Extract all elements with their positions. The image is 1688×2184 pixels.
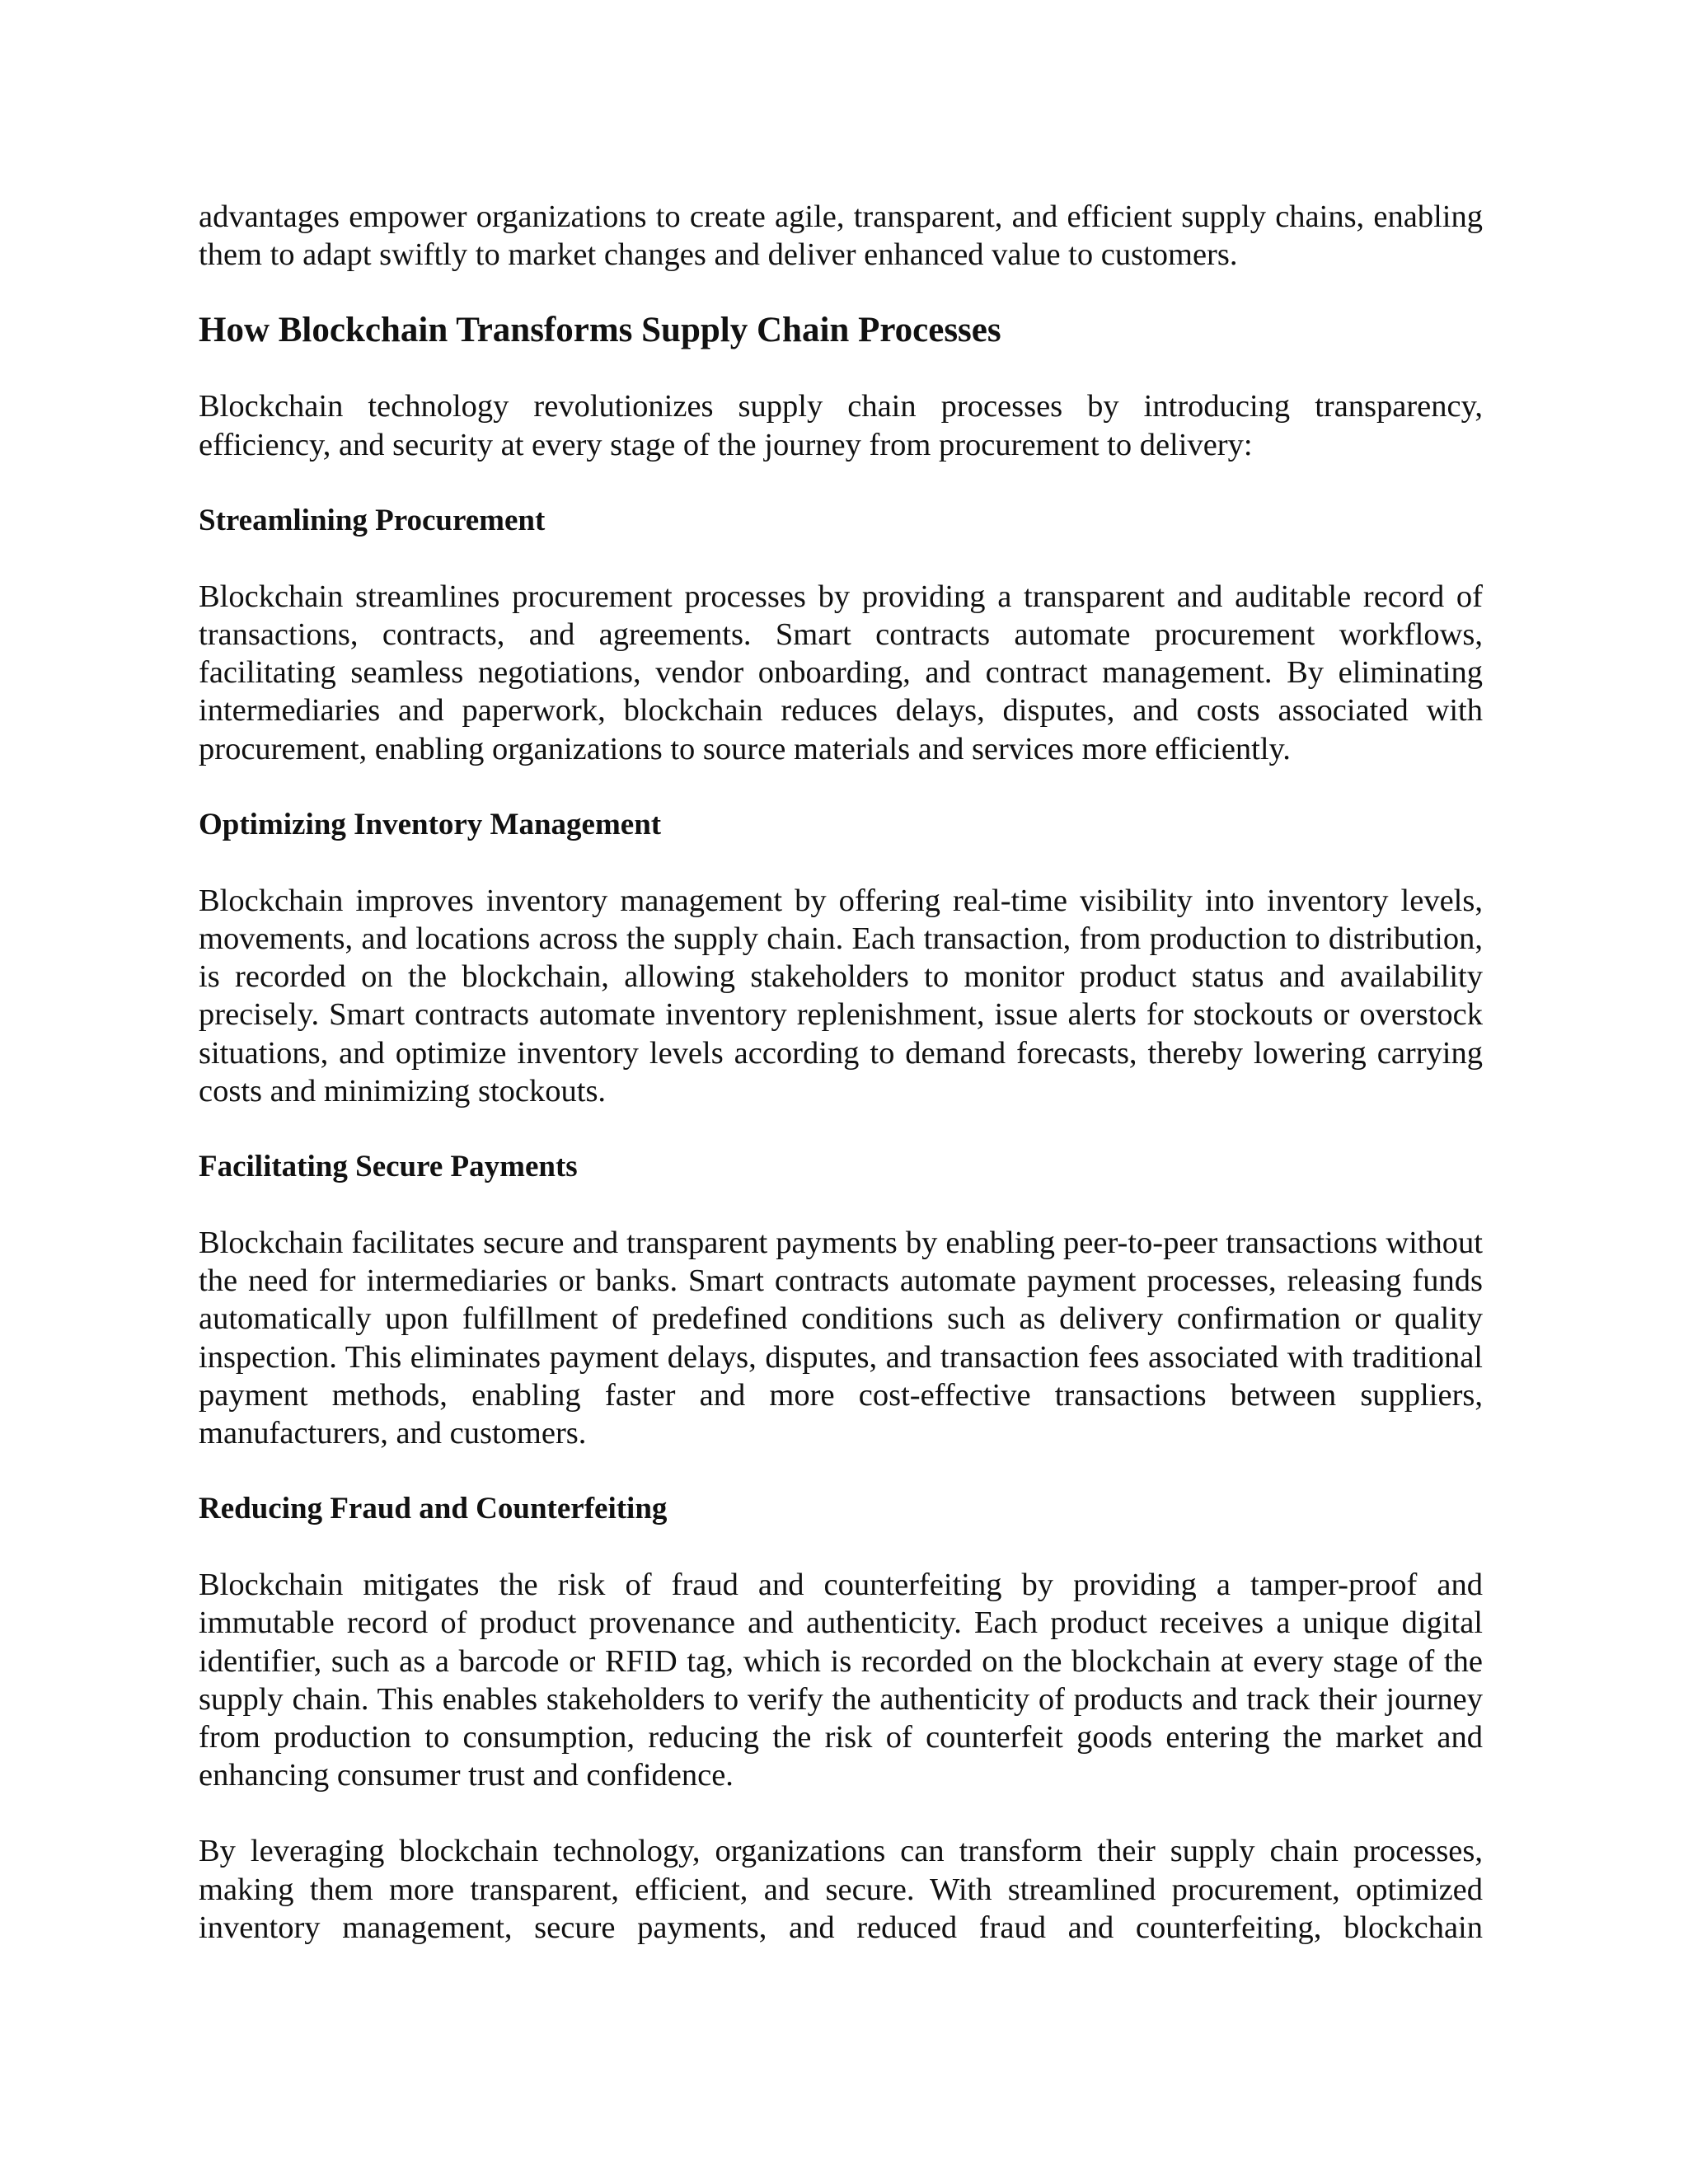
subsection-body-inventory: Blockchain improves inventory management by offering real-time visibility into inventory levels, movements, and locations across the supply chain. Each transaction, from production to distribution, is recorded on the blockchain, allowing stakeholders to monitor product status and availability precisely. Smart contracts automate inventory replenishment, issue alerts for stockouts or overstock situations, and optimize inventory levels according to demand forecasts, thereby lowering carrying costs and minimizing stockouts. (199, 883, 1483, 1108)
subsection-heading-inventory: Optimizing Inventory Management (199, 807, 662, 841)
subsection-body-payments: Blockchain facilitates secure and transparent payments by enabling peer-to-peer transactions without the need for intermediaries or banks. Smart contracts automate payment processes, releasing funds automatically upon fulfillment of predefined conditions such as delivery confirmation or quality inspection. This eliminates payment delays, disputes, and transaction fees associated with traditional payment methods, enabling faster and more cost-effective transactions between suppliers, manufacturers, and customers. (199, 1226, 1483, 1451)
subsection-heading-payments: Facilitating Secure Payments (199, 1150, 578, 1184)
closing-paragraph: By leveraging blockchain technology, organizations can transform their supply chain processes, making them more transparent, efficient, and secure. With streamlined procurement, optimized inventory management, secure payments, and reduced fraud and counterfeiting, blockchain (199, 1834, 1483, 1945)
subsection-heading-fraud: Reducing Fraud and Counterfeiting (199, 1492, 668, 1526)
subsection-body-fraud: Blockchain mitigates the risk of fraud and counterfeiting by providing a tamper-proof and immutable record of product provenance and authenticity. Each product receives a unique digital identifier, such as a barcode or RFID tag, which is recorded on the blockchain at every stage of the supply chain. This enables stakeholders to verify the authenticity of products and track their journey from production to consumption, reducing the risk of counterfeit goods entering the market and enhancing consumer trust and confidence. (199, 1568, 1483, 1793)
document-page (199, 198, 1483, 1947)
section-heading: How Blockchain Transforms Supply Chain Processes (199, 311, 1001, 350)
section-intro-paragraph: Blockchain technology revolutionizes supply chain processes by introducing transparency, efficiency, and security at every stage of the journey from procurement to delivery: (199, 389, 1483, 462)
subsection-body-procurement: Blockchain streamlines procurement processes by providing a transparent and auditable record of transactions, contracts, and agreements. Smart contracts automate procurement workflows, facilitating seamless negotiations, vendor onboarding, and contract management. By eliminating intermediaries and paperwork, blockchain reduces delays, disputes, and costs associated with procurement, enabling organizations to source materials and services more efficiently. (199, 579, 1483, 766)
subsection-heading-procurement: Streamlining Procurement (199, 503, 546, 537)
intro-paragraph: advantages empower organizations to create agile, transparent, and efficient supply chains, enabling them to adapt swiftly to market changes and deliver enhanced value to customers. (199, 199, 1483, 273)
